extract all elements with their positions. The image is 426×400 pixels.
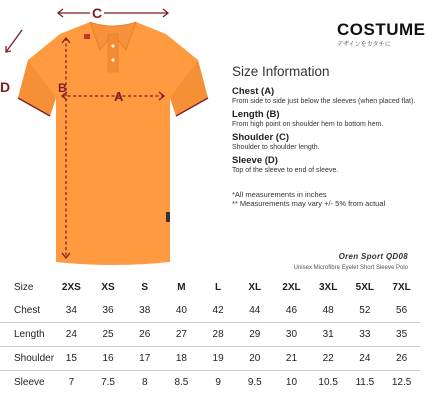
row-label: Length xyxy=(14,329,45,340)
table-row-shoulder xyxy=(0,347,420,371)
info-item-chest xyxy=(232,86,416,105)
placket-button-1 xyxy=(111,44,114,47)
size-col-header: 3XL xyxy=(318,282,338,293)
size-header-label: Size xyxy=(14,282,34,293)
polo-placket xyxy=(108,34,118,72)
placket-button-2 xyxy=(111,58,114,61)
table-cell: 19 xyxy=(212,353,224,364)
table-cell: 8.5 xyxy=(174,377,189,388)
brand-tagline: デザインをカタチに xyxy=(337,42,391,48)
size-col-header: M xyxy=(177,282,186,293)
info-desc: From high point on shoulder hem to bottom hem. xyxy=(232,121,384,128)
size-col-header: 7XL xyxy=(392,282,411,293)
table-cell: 29 xyxy=(249,329,261,340)
table-cell: 8 xyxy=(141,377,148,388)
table-cell: 7 xyxy=(68,377,75,388)
info-item-shoulder xyxy=(232,132,407,151)
table-cell: 27 xyxy=(175,329,187,340)
table-cell: 11.5 xyxy=(355,377,375,388)
table-cell: 25 xyxy=(102,329,114,340)
table-cell: 7.5 xyxy=(101,377,115,388)
table-cell: 42 xyxy=(212,305,224,316)
table-cell: 56 xyxy=(396,305,408,316)
table-cell: 40 xyxy=(175,305,187,316)
table-cell: 30 xyxy=(285,329,298,340)
table-cell: 35 xyxy=(396,329,408,340)
size-col-header: 2XL xyxy=(282,282,301,293)
size-col-header: S xyxy=(141,282,149,293)
info-desc: Shoulder to shoulder length. xyxy=(232,144,320,151)
size-header-row xyxy=(0,276,420,299)
table-cell: 28 xyxy=(212,329,224,340)
row-label: Sleeve xyxy=(14,377,45,388)
note-units: *All measurements in inches xyxy=(232,190,327,199)
size-col-header: 2XS xyxy=(61,282,81,293)
table-cell: 10 xyxy=(285,377,298,388)
table-cell: 21 xyxy=(285,353,298,364)
table-cell: 24 xyxy=(359,353,371,364)
table-cell: 36 xyxy=(102,305,114,316)
product-label xyxy=(238,252,408,271)
dimension-c-shoulder xyxy=(58,4,168,22)
info-term: Length (B) xyxy=(232,109,280,120)
info-term: Shoulder (C) xyxy=(232,132,289,143)
table-cell: 48 xyxy=(322,305,334,316)
product-name: Oren Sport QD08 xyxy=(338,252,408,261)
size-col-header: XS xyxy=(101,282,115,293)
table-cell: 17 xyxy=(139,353,151,364)
size-col-header: 5XL xyxy=(355,282,375,293)
size-col-header: XL xyxy=(248,282,262,293)
info-desc: Top of the sleeve to end of sleeve. xyxy=(232,167,339,174)
size-chart-table xyxy=(0,276,420,394)
table-cell: 46 xyxy=(285,305,298,316)
table-cell: 9 xyxy=(215,377,221,388)
polo-shirt-illustration xyxy=(0,0,230,270)
table-cell: 22 xyxy=(322,353,334,364)
table-cell: 38 xyxy=(139,305,151,316)
marker-b: B xyxy=(58,81,67,95)
info-item-sleeve xyxy=(232,155,407,174)
info-term: Sleeve (D) xyxy=(232,155,278,166)
table-cell: 15 xyxy=(65,353,77,364)
size-information xyxy=(232,64,416,208)
table-cell: 9.5 xyxy=(247,377,262,388)
info-item-length xyxy=(232,109,407,128)
size-info-title: Size Information xyxy=(232,64,330,79)
table-cell: 18 xyxy=(175,353,187,364)
row-label: Chest xyxy=(14,305,41,316)
marker-d: D xyxy=(0,79,11,95)
product-subtitle: Unisex Microfibre Eyelet Short Sleeve Polo xyxy=(293,265,408,271)
info-term: Chest (A) xyxy=(232,86,275,97)
row-label: Shoulder xyxy=(14,353,55,364)
table-cell: 26 xyxy=(139,329,151,340)
table-cell: 26 xyxy=(396,353,408,364)
dimension-d-sleeve xyxy=(0,30,22,95)
table-row-sleeve xyxy=(0,371,420,395)
table-cell: 52 xyxy=(359,305,371,316)
marker-c: C xyxy=(91,5,103,21)
info-desc: From side to side just below the sleeves (when placed flat). xyxy=(232,98,416,105)
measurement-notes xyxy=(232,190,407,208)
chest-badge xyxy=(84,34,90,39)
table-cell: 20 xyxy=(249,353,261,364)
brand-logo xyxy=(337,20,426,48)
polo-shirt-diagram xyxy=(0,0,230,270)
table-cell: 33 xyxy=(359,329,371,340)
note-variance: ** Measurements may vary +/- 5% from actual xyxy=(232,199,386,208)
table-row-chest xyxy=(0,299,420,323)
table-cell: 10.5 xyxy=(318,377,338,388)
brand-name: COSTUME xyxy=(337,20,426,39)
table-cell: 24 xyxy=(65,329,77,340)
table-cell: 12.5 xyxy=(391,377,412,388)
table-cell: 31 xyxy=(322,329,334,340)
table-cell: 44 xyxy=(249,305,261,316)
table-row-length xyxy=(0,323,420,347)
marker-a: A xyxy=(114,89,124,104)
size-col-header: L xyxy=(215,282,222,293)
table-cell: 34 xyxy=(65,305,77,316)
side-tag xyxy=(166,212,170,222)
table-cell: 16 xyxy=(102,353,114,364)
